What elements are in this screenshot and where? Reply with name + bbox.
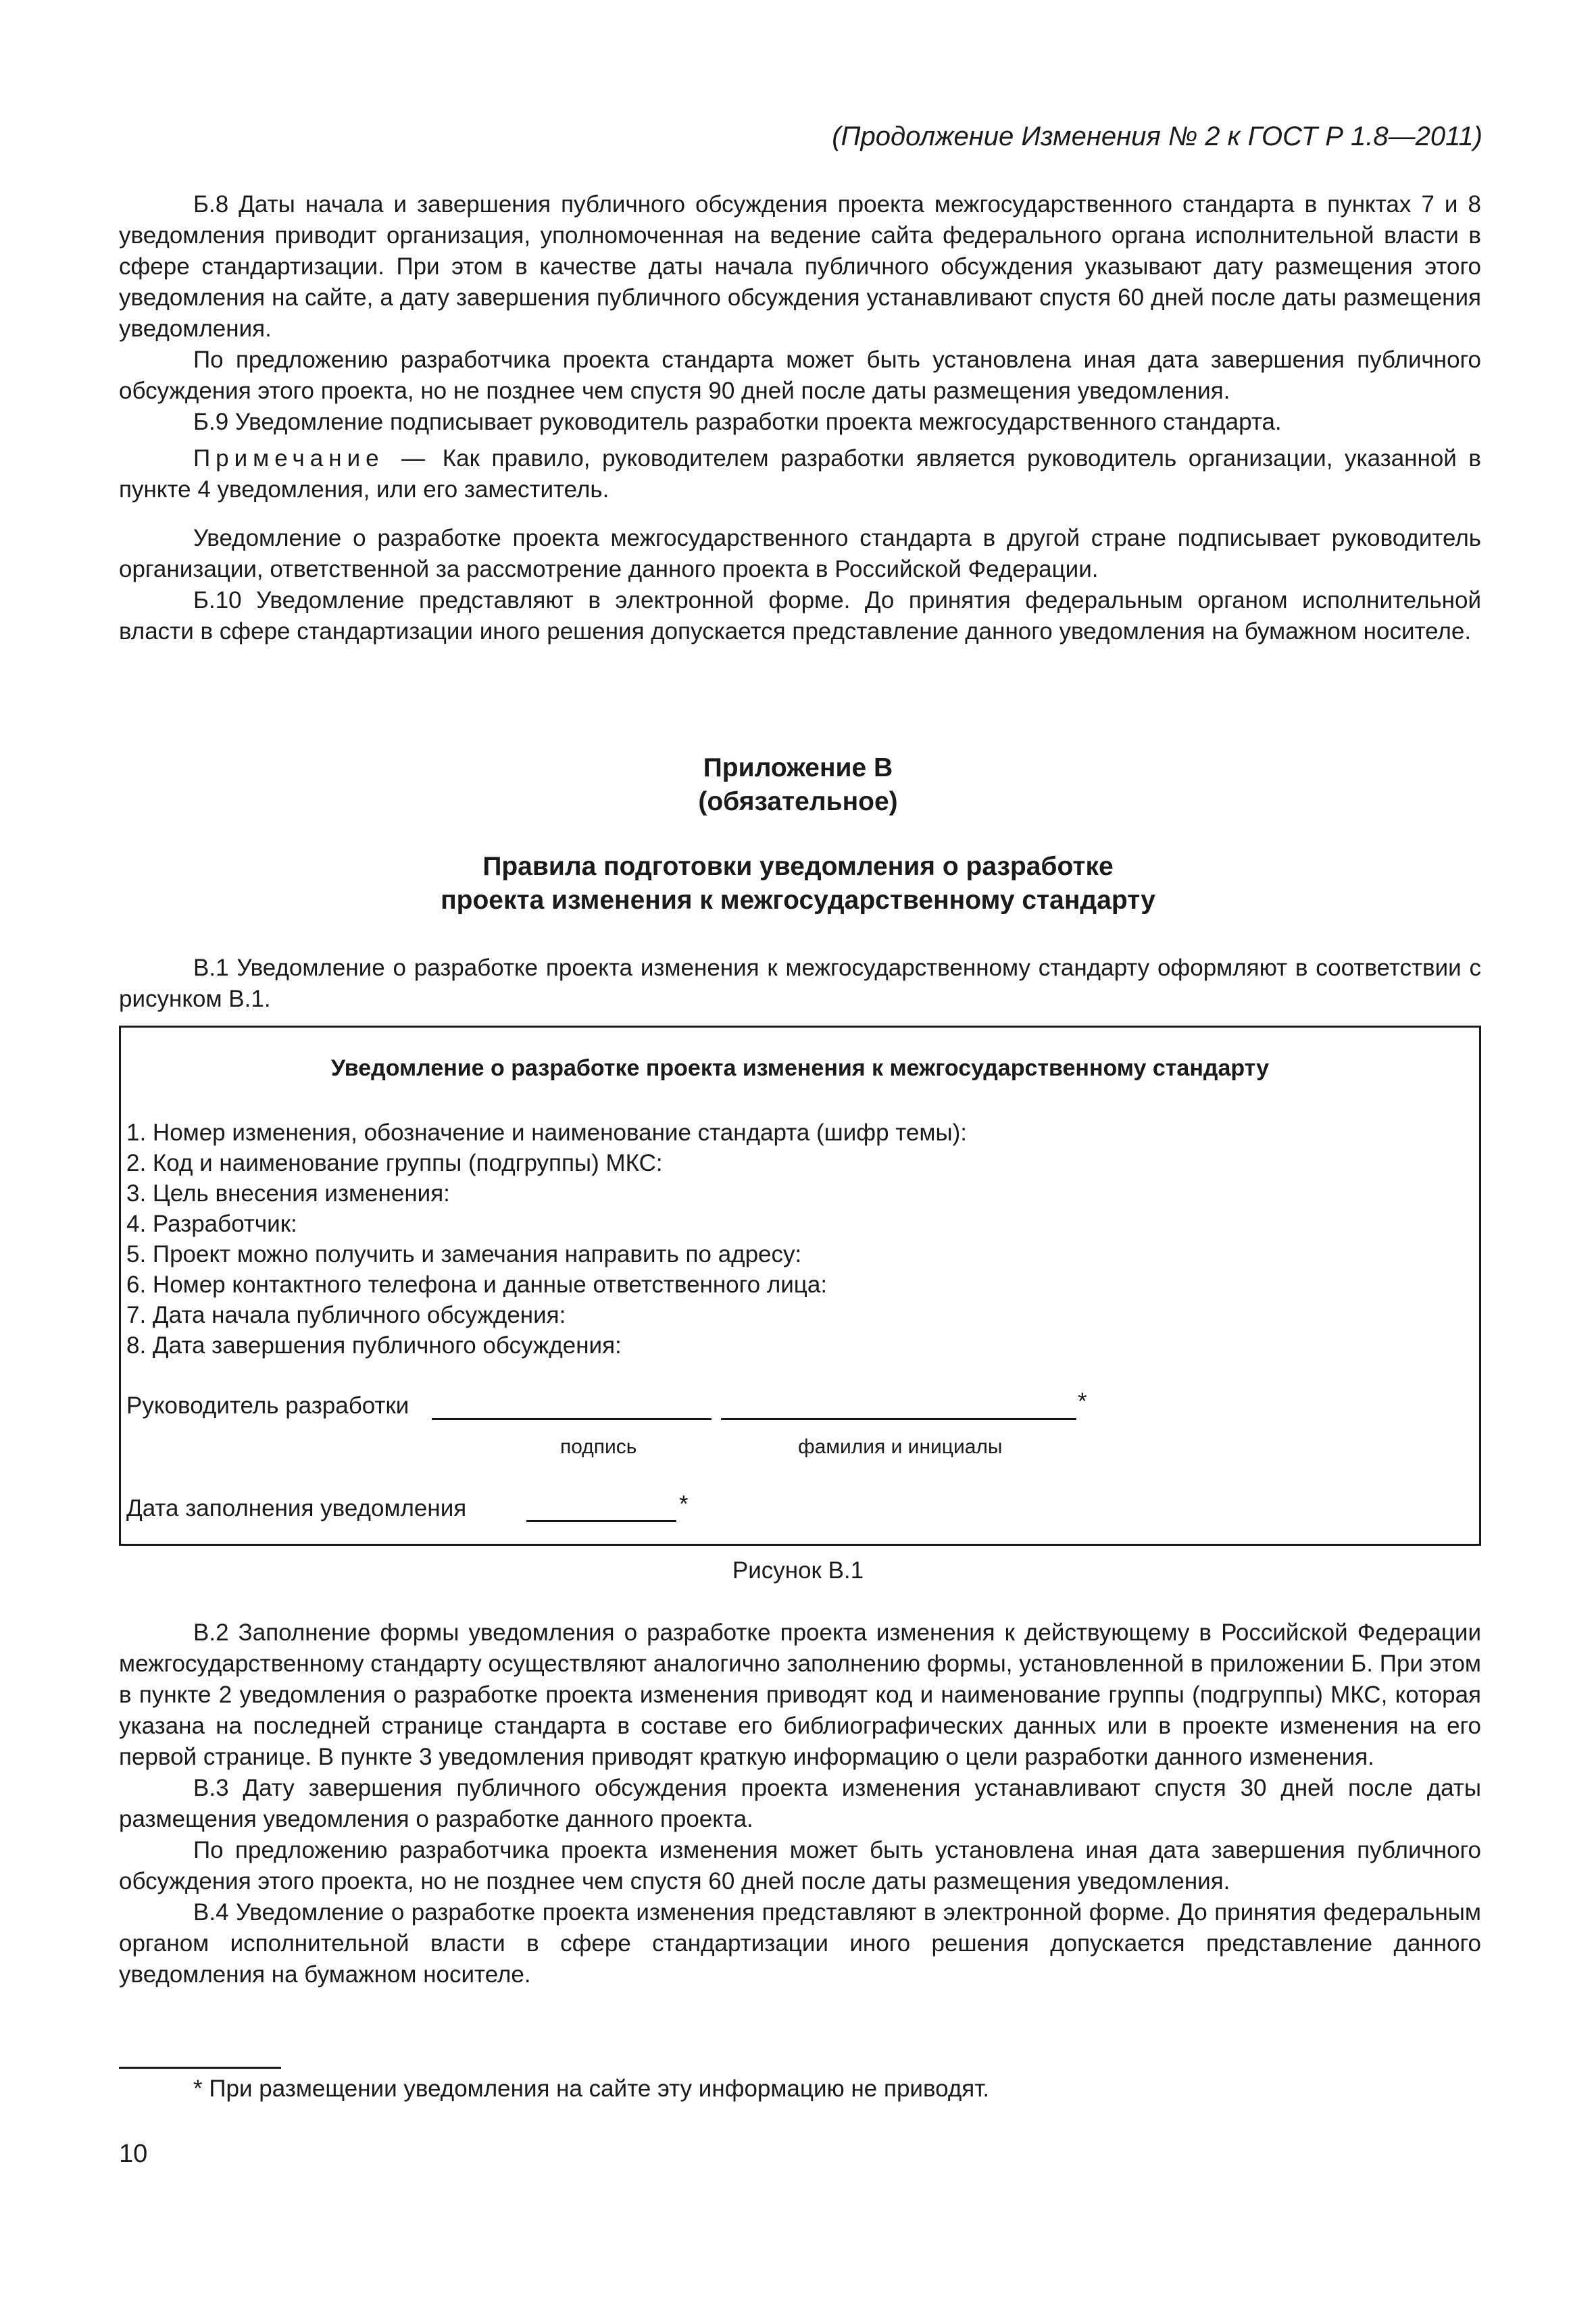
paragraph-b9: Б.9 Уведомление подписывает руководитель разработки проекта межгосударственного стандарта. [193,409,1282,435]
paragraph-v4: В.4 Уведомление о разработке проекта изменения представляют в электронной форме. До принятия федеральным органом исполнительной власти в сфере стандартизации иного решения допускается представление данного уведомления на бумажном носителе. [119,1899,1481,1988]
section-v-text [119,1617,1481,1990]
date-asterisk: * [679,1491,689,1517]
paragraph-b8: Б.8 Даты начала и завершения публичного обсуждения проекта межгосударственного стандарта в пунктах 7 и 8 уведомления приводит организация, уполномоченная на ведение сайта федерального органа исполнительной власти в сфере стандартизации. При этом в качестве даты начала публичного обсуждения указывают дату размещения этого уведомления на сайте, а дату завершения публичного обсуждения устанавливают спустя 60 дней после даты размещения уведомления. [119,191,1481,342]
note-paragraph [119,443,1481,505]
note-label: Примечание — [193,445,431,472]
signer-asterisk: * [1078,1388,1087,1415]
form-item: 5. Проект можно получить и замечания направить по адресу: [126,1241,802,1267]
paragraph-v1: В.1 Уведомление о разработке проекта изменения к межгосударственному стандарту оформляют в соответствии с рисунком В.1. [119,955,1481,1012]
date-line [526,1520,676,1522]
form-items-list [126,1117,967,1361]
footnote-divider [119,2067,281,2069]
paragraph-b9-foreign: Уведомление о разработке проекта межгосударственного стандарта в другой стране подписывает руководитель организации, ответственной за рассмотрение данного проекта в Российской Федерации. [119,525,1481,582]
appendix-heading-line2: проекта изменения к межгосударственному стандарту [441,886,1155,915]
appendix-title: Приложение В [703,753,893,782]
signature-line [432,1418,712,1420]
paragraph-v3: В.3 Дату завершения публичного обсуждения проекта изменения устанавливают спустя 30 дней после даты размещения уведомления о разработке данного проекта. [119,1775,1481,1832]
page-number: 10 [119,2140,148,2168]
paragraph-v3-proposal: По предложению разработчика проекта изменения может быть установлена иная дата завершения публичного обсуждения этого проекта, но не позднее чем спустя 60 дней после даты размещения уведомления. [119,1837,1481,1894]
form-item: 1. Номер изменения, обозначение и наименование стандарта (шифр темы): [126,1120,967,1146]
footnote: * При размещении уведомления на сайте эту информацию не приводят. [193,2076,990,2102]
name-line [721,1418,1076,1420]
note-text: Как правило, руководителем разработки является руководитель организации, указанной в пункте 4 уведомления, или его заместитель. [119,445,1482,503]
form-item: 7. Дата начала публичного обсуждения: [126,1302,566,1328]
form-item: 6. Номер контактного телефона и данные ответственного лица: [126,1272,828,1298]
signature-caption: подпись [560,1436,637,1458]
name-caption: фамилия и инициалы [798,1436,1003,1458]
appendix-heading-line1: Правила подготовки уведомления о разработке [482,852,1114,881]
paragraph-v2: В.2 Заполнение формы уведомления о разработке проекта изменения к действующему в Российской Федерации межгосударственному стандарту осуществляют аналогично заполнению формы, установленной в приложении Б. При этом в пункте 2 уведомления о разработке проекта изменения приводят код и наименование группы (подгруппы) МКС, которая указана на последней странице стандарта в составе его библиографических данных или в проекте изменения на его первой странице. В пункте 3 уведомления приводят краткую информацию о цели разработки данного изменения. [119,1619,1481,1770]
form-item: 4. Разработчик: [126,1211,297,1237]
form-item: 2. Код и наименование группы (подгруппы) МКС: [126,1150,663,1176]
form-item: 8. Дата завершения публичного обсуждения: [126,1332,622,1359]
signer-label: Руководитель разработки [126,1392,409,1419]
section-v1-text [119,953,1481,1015]
form-item: 3. Цель внесения изменения: [126,1180,450,1207]
form-title: Уведомление о разработке проекта изменения к межгосударственному стандарту [330,1055,1270,1081]
section-b-text [119,189,1481,647]
running-header: (Продолжение Изменения № 2 к ГОСТ Р 1.8—2011) [832,122,1482,151]
date-label: Дата заполнения уведомления [126,1495,467,1521]
paragraph-b10: Б.10 Уведомление представляют в электронной форме. До принятия федеральным органом исполнительной власти в сфере стандартизации иного решения допускается представление данного уведомления на бумажном носителе. [119,587,1481,645]
notification-form [119,1026,1481,1546]
figure-caption: Рисунок В.1 [732,1557,864,1584]
paragraph-b8-proposal: По предложению разработчика проекта стандарта может быть установлена иная дата завершения публичного обсуждения этого проекта, но не позднее чем спустя 90 дней после даты размещения уведомления. [119,347,1481,404]
appendix-status: (обязательное) [698,787,898,816]
